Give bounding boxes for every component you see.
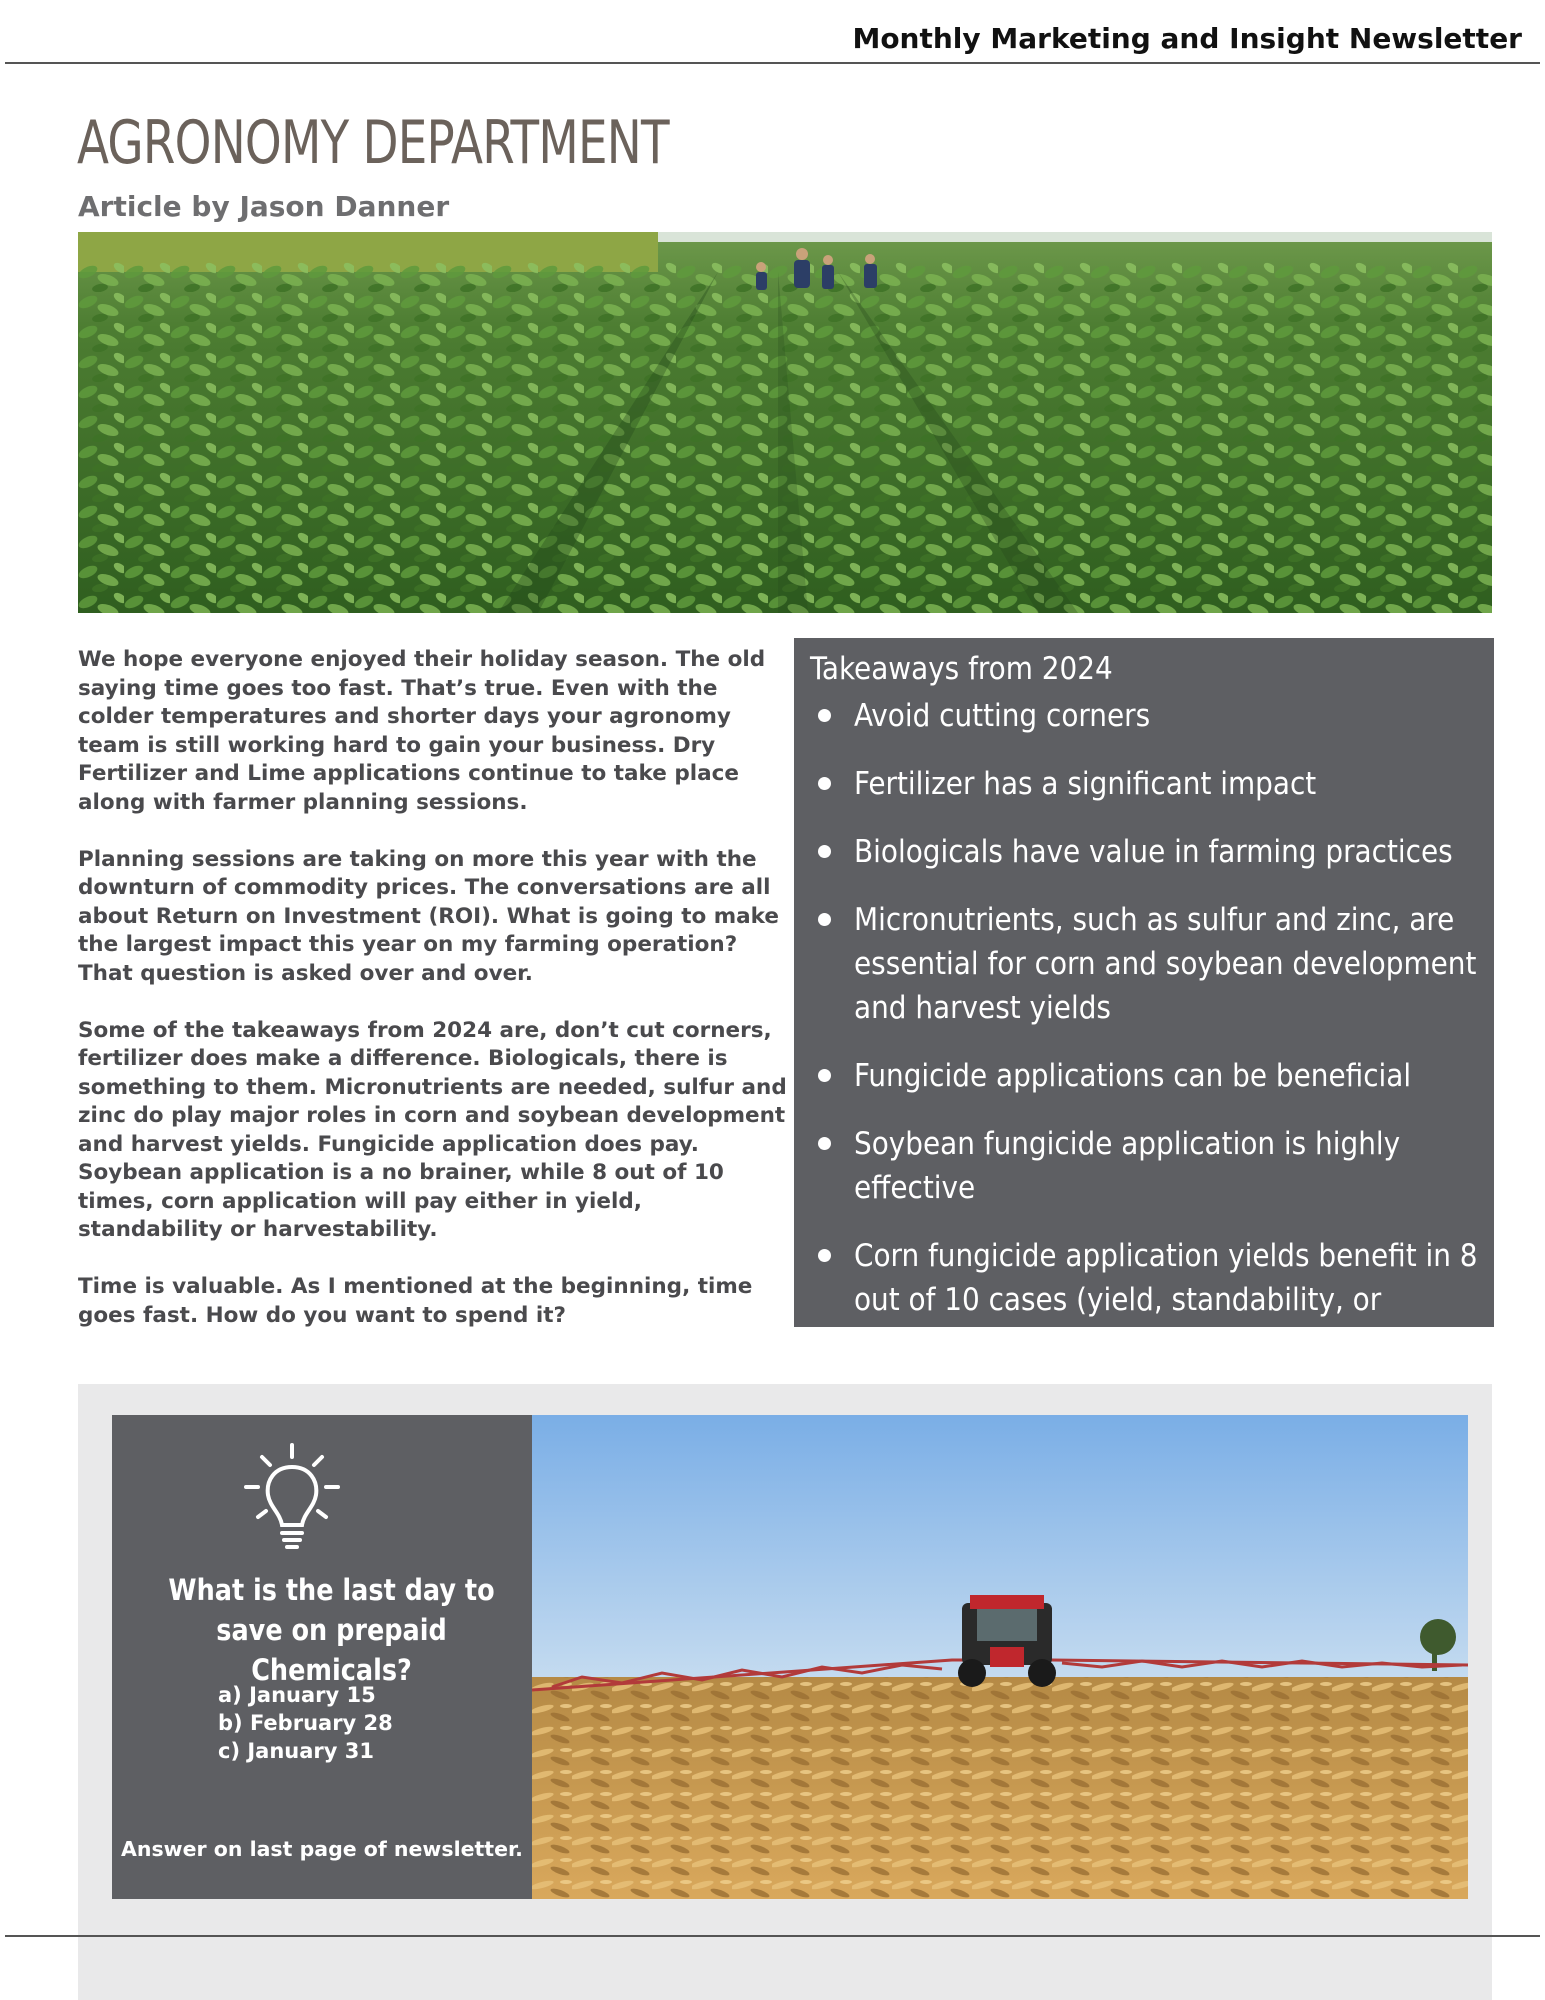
lightbulb-icon [242, 1443, 342, 1553]
article-paragraph: Time is valuable. As I mentioned at the beginning, time goes fast. How do you want to spend it? [78, 1274, 753, 1328]
takeaway-item: Avoid cutting corners [810, 694, 1478, 738]
article-byline: Article by Jason Danner [78, 190, 450, 223]
bullet-icon [818, 1137, 831, 1150]
takeaway-item: Fertilizer has a significant impact [810, 762, 1478, 806]
article-body [78, 646, 788, 1359]
takeaway-item: Biologicals have value in farming practices [810, 830, 1478, 874]
sprayer-field-photo [532, 1415, 1468, 1899]
takeaways-panel [794, 638, 1494, 1362]
takeaway-item: Fungicide applications can be beneficial [810, 1054, 1478, 1098]
quiz-option: c) January 31 [218, 1739, 374, 1763]
bullet-icon [818, 1249, 831, 1262]
article-paragraph: We hope everyone enjoyed their holiday season. The old saying time goes too fast. That’s true. Even with the colder temperatures and shorter days your agronomy team is still working hard to gain your business. Dry Fertilizer and Lime applications continue to take place along with farmer planning sessions. [78, 647, 766, 815]
department-title: AGRONOMY DEPARTMENT [77, 108, 669, 178]
article-paragraph: Planning sessions are taking on more this year with the downturn of commodity prices. The conversations are all about Return on Investment (ROI). What is going to make the largest impact this year on my farming operation? That question is asked over and over. [78, 846, 779, 986]
quiz-question: What is the last day to save on prepaid Chemicals? [168, 1573, 495, 1687]
bullet-icon [818, 1069, 831, 1082]
header-divider [5, 62, 1540, 64]
footer-divider [5, 1935, 1540, 1937]
article-paragraph: Some of the takeaways from 2024 are, don’t cut corners, fertilizer does make a difference. Biologicals, there is something to them. Micronutrients are needed, sulfur and zinc do play major roles in corn and soybean development and harvest yields. Fungicide application does pay. Soybean application is a no brainer, while 8 out of 10 times, corn application will pay either in yield, standability or harvestability. [78, 1017, 787, 1242]
quiz-option: b) February 28 [218, 1711, 393, 1735]
quiz-option: a) January 15 [218, 1683, 376, 1707]
bullet-icon [818, 845, 831, 858]
takeaway-item: Micronutrients, such as sulfur and zinc, are essential for corn and soybean development and harvest yields [810, 898, 1478, 1030]
quiz-panel [112, 1415, 532, 1899]
bullet-icon [818, 777, 831, 790]
newsletter-title: Monthly Marketing and Insight Newsletter [852, 22, 1522, 55]
takeaways-title: Takeaways from 2024 [810, 651, 1113, 687]
takeaway-item: Corn fungicide application yields benefit in 8 out of 10 cases (yield, standability, or harvestability) [810, 1234, 1478, 1366]
bullet-icon [818, 913, 831, 926]
quiz-answer-note: Answer on last page of newsletter. [121, 1837, 523, 1861]
takeaways-list [810, 694, 1478, 1366]
takeaway-item: Soybean fungicide application is highly effective [810, 1122, 1478, 1210]
bullet-icon [818, 709, 831, 722]
quiz-options [218, 1681, 393, 1765]
soybean-field-photo [78, 232, 1492, 613]
